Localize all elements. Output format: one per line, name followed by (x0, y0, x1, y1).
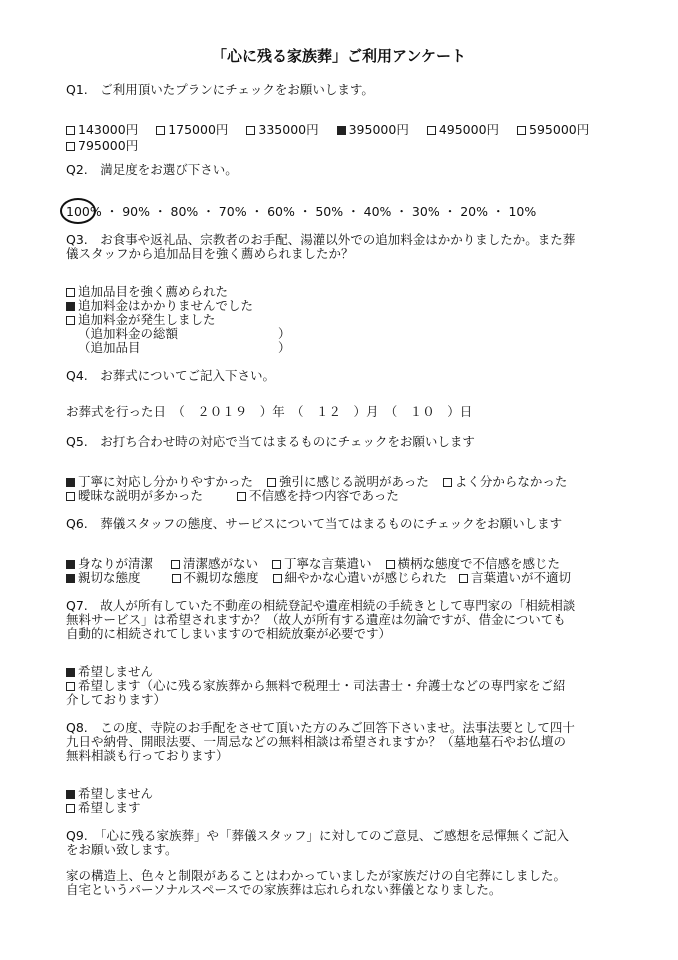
q7-question-line3: 自動的に相続されてしまいますので相続放棄が必要です） (66, 626, 392, 641)
q6-option[interactable]: 不親切な態度 (172, 570, 259, 586)
q9-answer-line1: 家の構造上、色々と制限があることはわかっていましたが家族だけの自宅葬にしました。 (66, 868, 567, 883)
q8-option-no[interactable]: 希望しません (66, 786, 153, 802)
scale-option-30[interactable]: 30% (411, 204, 440, 219)
scale-option-80[interactable]: 80% (170, 204, 199, 219)
q8-checkbox[interactable] (66, 804, 75, 813)
q5-option[interactable]: 曖昧な説明が多かった (66, 488, 203, 504)
q7-checkbox[interactable] (66, 682, 75, 691)
q1-checkbox-checked[interactable] (337, 126, 346, 135)
q1-options-row2 (66, 138, 152, 154)
q8-question-line1: Q8. この度、寺院のお手配をさせて頂いた方のみご回答下さいませ。法事法要として四十 (66, 720, 575, 735)
q6-options-row2 (66, 570, 571, 586)
q1-option[interactable]: 335000円 (246, 122, 318, 138)
q4-funeral-date: お葬式を行った日 （ ２０１９ ）年 （ １２ ）月 （ １０ ）日 (66, 404, 473, 419)
q3-checkbox-checked[interactable] (66, 302, 75, 311)
q5-option[interactable]: 不信感を持つ内容であった (237, 488, 399, 504)
q3-option[interactable]: 追加料金が発生しました (66, 312, 216, 328)
scale-option-60[interactable]: 60% (267, 204, 295, 219)
page-title: 「心に残る家族葬」ご利用アンケート (211, 47, 467, 65)
q8-checkbox-checked[interactable] (66, 790, 75, 799)
q6-checkbox[interactable] (272, 560, 281, 569)
scale-separator: ・ (347, 204, 360, 219)
scale-separator: ・ (491, 204, 505, 219)
q6-checkbox[interactable] (386, 560, 395, 569)
q6-checkbox[interactable] (171, 560, 180, 569)
q3-question-line1: Q3. お食事や返礼品、宗教者のお手配、湯灌以外での追加料金はかかりましたか。また葬 (66, 232, 576, 247)
scale-separator: ・ (154, 204, 167, 219)
scale-option-40[interactable]: 40% (363, 204, 392, 219)
q7-option-yes[interactable]: 希望します（心に残る家族葬から無料で税理士・司法書士・弁護士などの専門家をご紹 (66, 678, 566, 694)
q6-option[interactable]: 身なりが清潔 (66, 556, 153, 572)
q1-option[interactable]: 495000円 (427, 122, 499, 138)
scale-option-70[interactable]: 70% (218, 204, 247, 219)
q5-checkbox[interactable] (443, 478, 452, 487)
q1-checkbox[interactable] (517, 126, 526, 135)
scale-separator: ・ (298, 204, 312, 219)
q4-question: Q4. お葬式についてご記入下さい。 (66, 368, 276, 383)
q5-question: Q5. お打ち合わせ時の対応で当てはまるものにチェックをお願いします (66, 434, 475, 449)
scale-option-100[interactable]: 100% (66, 204, 102, 219)
q2-scale (66, 204, 536, 220)
q3-checkbox[interactable] (66, 316, 75, 325)
q6-checkbox-checked[interactable] (66, 574, 75, 583)
scale-option-50[interactable]: 50% (315, 204, 344, 219)
q3-option[interactable]: 追加品目を強く薦められた (66, 284, 228, 300)
q8-question-line3: 無料相談も行っております） (66, 748, 229, 763)
q1-option[interactable]: 395000円 (337, 122, 409, 138)
q3-option[interactable]: 追加料金はかかりませんでした (66, 298, 253, 314)
q9-question-line2: をお願い致します。 (66, 842, 178, 857)
q6-checkbox[interactable] (273, 574, 282, 583)
q5-checkbox[interactable] (237, 492, 246, 501)
q6-option[interactable]: 丁寧な言葉遣い (272, 556, 372, 572)
q5-checkbox[interactable] (267, 478, 276, 487)
q5-option[interactable]: よく分からなかった (443, 474, 568, 490)
q1-checkbox[interactable] (66, 126, 75, 135)
q5-checkbox-checked[interactable] (66, 478, 75, 487)
q1-checkbox[interactable] (156, 126, 165, 135)
q7-option-no[interactable]: 希望しません (66, 664, 153, 680)
q8-question-line2: 九日や納骨、開眼法要、一周忌などの無料相談は希望されますか？（墓地墓石やお仏壇の (66, 734, 567, 749)
scale-separator: ・ (395, 204, 408, 219)
q5-checkbox[interactable] (66, 492, 75, 501)
q6-option[interactable]: 言葉遣いが不適切 (459, 570, 571, 586)
scale-separator: ・ (443, 204, 457, 219)
q9-question-line1: Q9. 「心に残る家族葬」や「葬儀スタッフ」に対してのご意見、ご感想を忌憚無くご記入 (66, 828, 570, 843)
scale-separator: ・ (202, 204, 215, 219)
q2-question: Q2. 満足度をお選び下さい。 (66, 162, 238, 177)
scale-option-20[interactable]: 20% (460, 204, 488, 219)
q6-option[interactable]: 親切な態度 (66, 570, 141, 586)
scale-separator: ・ (250, 204, 264, 219)
scale-option-90[interactable]: 90% (122, 204, 151, 219)
q3-additional-fee-total: （追加料金の総額 ） (78, 326, 291, 341)
q8-option-yes[interactable]: 希望します (66, 800, 141, 816)
q6-question: Q6. 葬儀スタッフの態度、サービスについて当てはまるものにチェックをお願いします (66, 516, 563, 531)
q3-additional-items: （追加品目 ） (78, 340, 291, 355)
q3-question-line2: 儀スタッフから追加品目を強く薦められましたか？ (66, 246, 354, 261)
q7-question-line2: 無料サービス」は希望されますか？（故人が所有する遺産は勿論ですが、借金についても (66, 612, 566, 627)
scale-separator: ・ (105, 204, 119, 219)
q7-question-line1: Q7. 故人が所有していた不動産の相続登記や遺産相続の手続きとして専門家の「相続相談 (66, 598, 576, 613)
q6-checkbox[interactable] (172, 574, 181, 583)
q1-checkbox[interactable] (427, 126, 436, 135)
q6-checkbox-checked[interactable] (66, 560, 75, 569)
q1-question: Q1. ご利用頂いたプランにチェックをお願いします。 (66, 82, 374, 97)
q6-option[interactable]: 清潔感がない (171, 556, 258, 572)
q1-options-row1 (66, 122, 589, 138)
q1-option[interactable]: 795000円 (66, 138, 138, 154)
q7-option-yes-continued: 介しております） (66, 692, 167, 707)
q6-option[interactable]: 細やかな心遣いが感じられた (273, 570, 448, 586)
q5-options-row2 (66, 488, 399, 504)
q7-checkbox-checked[interactable] (66, 668, 75, 677)
q1-option[interactable]: 595000円 (517, 122, 589, 138)
q1-checkbox[interactable] (66, 142, 75, 151)
scale-option-10[interactable]: 10% (508, 204, 537, 219)
q6-checkbox[interactable] (459, 574, 468, 583)
q1-option[interactable]: 143000円 (66, 122, 138, 138)
q5-option[interactable]: 強引に感じる説明があった (267, 474, 429, 490)
q3-checkbox[interactable] (66, 288, 75, 297)
q6-option[interactable]: 横柄な態度で不信感を感じた (386, 556, 561, 572)
q1-checkbox[interactable] (246, 126, 255, 135)
q1-option[interactable]: 175000円 (156, 122, 228, 138)
q5-option[interactable]: 丁寧に対応し分かりやすかった (66, 474, 253, 490)
q9-answer-line2: 自宅というパーソナルスペースでの家族葬は忘れられない葬儀となりました。 (66, 882, 502, 897)
